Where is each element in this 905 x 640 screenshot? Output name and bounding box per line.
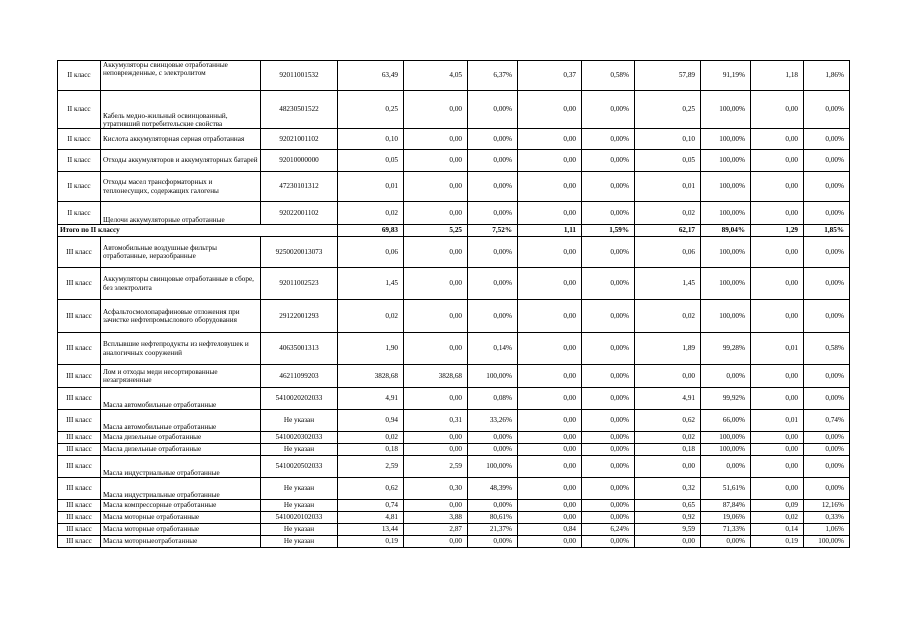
table-row <box>58 410 850 432</box>
value-cell: 100,00% <box>468 365 518 388</box>
hazard-class-cell: III класс <box>58 268 101 300</box>
waste-name-cell: Щелочи аккумуляторные отработанные <box>101 202 261 225</box>
value-cell: 0,02 <box>635 202 701 225</box>
value-cell: 0,00 <box>518 150 582 172</box>
fkko-code-cell: Не указан <box>261 444 338 456</box>
value-cell: 0,10 <box>338 129 404 150</box>
hazard-class-cell: III класс <box>58 432 101 444</box>
table-row <box>58 300 850 333</box>
value-cell: 0,74 <box>338 500 404 512</box>
fkko-code-cell: 92010000000 <box>261 150 338 172</box>
value-cell: 66,00% <box>701 410 751 432</box>
table-row <box>58 91 850 129</box>
value-cell: 0,00 <box>518 536 582 548</box>
value-cell: 3828,68 <box>338 365 404 388</box>
value-cell: 0,31 <box>404 410 468 432</box>
value-cell: 100,00% <box>804 536 850 548</box>
value-cell: 4,91 <box>635 388 701 410</box>
value-cell: 0,00% <box>582 432 635 444</box>
value-cell: 69,83 <box>338 225 404 237</box>
value-cell: 6,37% <box>468 61 518 91</box>
value-cell: 0,62 <box>635 410 701 432</box>
value-cell: 51,61% <box>701 478 751 500</box>
value-cell: 12,16% <box>804 500 850 512</box>
value-cell: 100,00% <box>701 172 751 202</box>
value-cell: 0,00% <box>804 129 850 150</box>
fkko-code-cell: 92021001102 <box>261 129 338 150</box>
waste-name-cell: Аккумуляторы свинцовые отработанные неповрежденные, с электролитом <box>101 61 261 91</box>
value-cell: 0,00 <box>518 388 582 410</box>
value-cell: 1,29 <box>751 225 804 237</box>
table-row <box>58 388 850 410</box>
table-row <box>58 500 850 512</box>
value-cell: 4,05 <box>404 61 468 91</box>
waste-name-cell: Масла дизельные отработанные <box>101 432 261 444</box>
fkko-code-cell: Не указан <box>261 524 338 536</box>
value-cell: 0,01 <box>751 333 804 365</box>
value-cell: 100,00% <box>701 91 751 129</box>
value-cell: 0,00% <box>804 172 850 202</box>
value-cell: 1,18 <box>751 61 804 91</box>
hazard-class-cell: III класс <box>58 410 101 432</box>
fkko-code-cell: 5410020302033 <box>261 432 338 444</box>
value-cell: 0,00% <box>582 512 635 524</box>
value-cell: 0,00 <box>404 150 468 172</box>
hazard-class-cell: II класс <box>58 150 101 172</box>
waste-name-cell: Всплывшие нефтепродукты из нефтеловушек и аналогичных сооружений <box>101 333 261 365</box>
waste-name-cell: Масла моторные отработанные <box>101 512 261 524</box>
value-cell: 0,00% <box>582 478 635 500</box>
value-cell: 62,17 <box>635 225 701 237</box>
value-cell: 0,00 <box>518 91 582 129</box>
waste-name-cell: Масла автомобильные отработанные <box>101 388 261 410</box>
value-cell: 0,00% <box>468 300 518 333</box>
value-cell: 0,00% <box>582 268 635 300</box>
value-cell: 2,59 <box>404 456 468 478</box>
value-cell: 4,81 <box>338 512 404 524</box>
value-cell: 0,00% <box>468 500 518 512</box>
document-page <box>57 60 849 548</box>
value-cell: 48,39% <box>468 478 518 500</box>
value-cell: 0,62 <box>338 478 404 500</box>
value-cell: 100,00% <box>701 432 751 444</box>
value-cell: 0,00% <box>804 300 850 333</box>
hazard-class-cell: III класс <box>58 237 101 268</box>
value-cell: 0,00% <box>582 129 635 150</box>
waste-table <box>57 60 850 548</box>
hazard-class-cell: III класс <box>58 536 101 548</box>
total-label: Итого по II классу <box>58 225 338 237</box>
value-cell: 0,06 <box>338 237 404 268</box>
value-cell: 2,59 <box>338 456 404 478</box>
fkko-code-cell: 48230501522 <box>261 91 338 129</box>
value-cell: 0,00% <box>468 444 518 456</box>
value-cell: 0,00 <box>404 388 468 410</box>
value-cell: 0,00 <box>404 300 468 333</box>
value-cell: 0,00% <box>804 150 850 172</box>
value-cell: 0,00 <box>751 432 804 444</box>
value-cell: 0,00 <box>404 432 468 444</box>
value-cell: 0,01 <box>751 410 804 432</box>
value-cell: 0,00% <box>582 202 635 225</box>
value-cell: 0,00% <box>804 456 850 478</box>
value-cell: 1,45 <box>635 268 701 300</box>
hazard-class-cell: III класс <box>58 300 101 333</box>
value-cell: 1,86% <box>804 61 850 91</box>
value-cell: 0,00 <box>518 202 582 225</box>
table-row <box>58 333 850 365</box>
value-cell: 0,74% <box>804 410 850 432</box>
value-cell: 0,00% <box>582 172 635 202</box>
table-row <box>58 365 850 388</box>
value-cell: 0,00% <box>468 129 518 150</box>
value-cell: 2,87 <box>404 524 468 536</box>
value-cell: 0,02 <box>751 512 804 524</box>
value-cell: 99,92% <box>701 388 751 410</box>
table-row <box>58 150 850 172</box>
value-cell: 1,85% <box>804 225 850 237</box>
value-cell: 89,04% <box>701 225 751 237</box>
waste-name-cell: Отходы аккумуляторов и аккумуляторных батарей <box>101 150 261 172</box>
value-cell: 0,30 <box>404 478 468 500</box>
value-cell: 0,00 <box>635 456 701 478</box>
value-cell: 0,00% <box>804 478 850 500</box>
value-cell: 1,90 <box>338 333 404 365</box>
value-cell: 0,00% <box>804 365 850 388</box>
value-cell: 0,00% <box>804 91 850 129</box>
value-cell: 0,00 <box>751 444 804 456</box>
hazard-class-cell: III класс <box>58 500 101 512</box>
value-cell: 71,33% <box>701 524 751 536</box>
value-cell: 63,49 <box>338 61 404 91</box>
table-row <box>58 512 850 524</box>
value-cell: 0,32 <box>635 478 701 500</box>
value-cell: 0,00% <box>701 536 751 548</box>
value-cell: 0,92 <box>635 512 701 524</box>
hazard-class-cell: III класс <box>58 444 101 456</box>
value-cell: 0,00 <box>518 129 582 150</box>
value-cell: 1,59% <box>582 225 635 237</box>
value-cell: 0,00% <box>804 268 850 300</box>
value-cell: 0,00% <box>468 237 518 268</box>
value-cell: 0,00 <box>751 237 804 268</box>
value-cell: 0,00 <box>518 172 582 202</box>
value-cell: 0,02 <box>635 300 701 333</box>
value-cell: 4,91 <box>338 388 404 410</box>
table-row <box>58 432 850 444</box>
value-cell: 0,00% <box>468 202 518 225</box>
value-cell: 0,00 <box>518 410 582 432</box>
value-cell: 0,19 <box>751 536 804 548</box>
value-cell: 0,65 <box>635 500 701 512</box>
value-cell: 0,18 <box>635 444 701 456</box>
value-cell: 0,00 <box>751 300 804 333</box>
value-cell: 0,00 <box>751 456 804 478</box>
total-row <box>58 225 850 237</box>
value-cell: 0,94 <box>338 410 404 432</box>
value-cell: 0,00% <box>582 500 635 512</box>
value-cell: 0,00% <box>582 237 635 268</box>
hazard-class-cell: III класс <box>58 456 101 478</box>
value-cell: 91,19% <box>701 61 751 91</box>
waste-name-cell: Масла автомобильные отработанные <box>101 410 261 432</box>
hazard-class-cell: III класс <box>58 388 101 410</box>
value-cell: 0,00% <box>804 432 850 444</box>
value-cell: 0,00 <box>751 129 804 150</box>
waste-name-cell: Масла компрессорные отработанные <box>101 500 261 512</box>
value-cell: 0,00 <box>404 444 468 456</box>
value-cell: 0,00 <box>518 444 582 456</box>
value-cell: 0,00% <box>701 365 751 388</box>
value-cell: 0,14% <box>468 333 518 365</box>
value-cell: 57,89 <box>635 61 701 91</box>
value-cell: 0,25 <box>635 91 701 129</box>
table-row <box>58 237 850 268</box>
waste-name-cell: Кислота аккумуляторная серная отработанная <box>101 129 261 150</box>
value-cell: 0,00 <box>404 333 468 365</box>
value-cell: 0,00% <box>582 410 635 432</box>
value-cell: 0,19 <box>338 536 404 548</box>
value-cell: 0,00% <box>582 333 635 365</box>
value-cell: 100,00% <box>701 444 751 456</box>
fkko-code-cell: 92011001532 <box>261 61 338 91</box>
fkko-code-cell: 92011002523 <box>261 268 338 300</box>
value-cell: 0,37 <box>518 61 582 91</box>
value-cell: 99,28% <box>701 333 751 365</box>
value-cell: 0,06 <box>635 237 701 268</box>
value-cell: 0,00 <box>404 500 468 512</box>
fkko-code-cell: Не указан <box>261 500 338 512</box>
value-cell: 0,00 <box>404 202 468 225</box>
value-cell: 0,00% <box>468 150 518 172</box>
value-cell: 3,88 <box>404 512 468 524</box>
value-cell: 0,00% <box>582 300 635 333</box>
value-cell: 0,00% <box>468 172 518 202</box>
waste-name-cell: Масла индустриальные отработанные <box>101 456 261 478</box>
value-cell: 1,11 <box>518 225 582 237</box>
value-cell: 0,00% <box>804 388 850 410</box>
value-cell: 0,00 <box>518 432 582 444</box>
table-row <box>58 478 850 500</box>
value-cell: 19,06% <box>701 512 751 524</box>
value-cell: 0,00% <box>804 202 850 225</box>
table-row <box>58 536 850 548</box>
value-cell: 0,33% <box>804 512 850 524</box>
value-cell: 0,00% <box>582 91 635 129</box>
value-cell: 0,00 <box>751 91 804 129</box>
value-cell: 0,00 <box>751 150 804 172</box>
fkko-code-cell: Не указан <box>261 478 338 500</box>
value-cell: 100,00% <box>701 129 751 150</box>
value-cell: 0,00% <box>582 388 635 410</box>
hazard-class-cell: II класс <box>58 129 101 150</box>
hazard-class-cell: III класс <box>58 512 101 524</box>
value-cell: 0,00 <box>518 300 582 333</box>
value-cell: 0,00% <box>804 237 850 268</box>
waste-name-cell: Асфальтосмолопарафиновые отложения при зачистке нефтепромыслового оборудования <box>101 300 261 333</box>
value-cell: 7,52% <box>468 225 518 237</box>
value-cell: 0,00% <box>468 432 518 444</box>
value-cell: 0,18 <box>338 444 404 456</box>
value-cell: 0,00 <box>751 268 804 300</box>
value-cell: 100,00% <box>701 300 751 333</box>
value-cell: 0,00 <box>518 456 582 478</box>
value-cell: 0,14 <box>751 524 804 536</box>
table-row <box>58 202 850 225</box>
fkko-code-cell: 29122001293 <box>261 300 338 333</box>
value-cell: 0,00 <box>751 388 804 410</box>
value-cell: 3828,68 <box>404 365 468 388</box>
waste-name-cell: Масла моторные отработанные <box>101 524 261 536</box>
waste-name-cell: Масла дизельные отработанные <box>101 444 261 456</box>
value-cell: 0,84 <box>518 524 582 536</box>
fkko-code-cell: 47230101312 <box>261 172 338 202</box>
hazard-class-cell: III класс <box>58 524 101 536</box>
fkko-code-cell: 5410020202033 <box>261 388 338 410</box>
value-cell: 0,00 <box>404 172 468 202</box>
value-cell: 0,00 <box>751 172 804 202</box>
table-row <box>58 172 850 202</box>
value-cell: 0,05 <box>338 150 404 172</box>
table-row <box>58 524 850 536</box>
waste-name-cell: Кабель медно-жильный освинцованный, утративший потребительские свойства <box>101 91 261 129</box>
value-cell: 21,37% <box>468 524 518 536</box>
waste-name-cell: Аккумуляторы свинцовые отработанные в сборе, без электролита <box>101 268 261 300</box>
table-row <box>58 129 850 150</box>
value-cell: 0,00 <box>404 91 468 129</box>
waste-name-cell: Масла моторныеотработанные <box>101 536 261 548</box>
fkko-code-cell: 92022001102 <box>261 202 338 225</box>
hazard-class-cell: II класс <box>58 91 101 129</box>
waste-name-cell: Отходы масел трансформаторных и теплонесущих, содержащих галогены <box>101 172 261 202</box>
value-cell: 13,44 <box>338 524 404 536</box>
value-cell: 0,00 <box>518 500 582 512</box>
value-cell: 0,00% <box>582 456 635 478</box>
value-cell: 0,00 <box>751 365 804 388</box>
value-cell: 0,00 <box>404 536 468 548</box>
value-cell: 0,00% <box>582 536 635 548</box>
waste-name-cell: Масла индустриальные отработанные <box>101 478 261 500</box>
value-cell: 9,59 <box>635 524 701 536</box>
value-cell: 80,61% <box>468 512 518 524</box>
fkko-code-cell: 5410020502033 <box>261 456 338 478</box>
value-cell: 0,00% <box>582 444 635 456</box>
value-cell: 0,10 <box>635 129 701 150</box>
value-cell: 0,25 <box>338 91 404 129</box>
hazard-class-cell: III класс <box>58 333 101 365</box>
table-row <box>58 444 850 456</box>
value-cell: 0,02 <box>338 300 404 333</box>
value-cell: 87,84% <box>701 500 751 512</box>
value-cell: 0,00% <box>468 536 518 548</box>
value-cell: 0,02 <box>338 202 404 225</box>
value-cell: 0,00 <box>518 333 582 365</box>
value-cell: 0,00 <box>518 512 582 524</box>
waste-name-cell: Автомобильные воздушные фильтры отработанные, неразобранные <box>101 237 261 268</box>
waste-name-cell: Лом и отходы меди несортированные незагрязненные <box>101 365 261 388</box>
value-cell: 0,01 <box>635 172 701 202</box>
value-cell: 0,00 <box>518 365 582 388</box>
value-cell: 0,00% <box>804 444 850 456</box>
hazard-class-cell: III класс <box>58 478 101 500</box>
value-cell: 0,00 <box>404 129 468 150</box>
value-cell: 6,24% <box>582 524 635 536</box>
value-cell: 0,58% <box>804 333 850 365</box>
value-cell: 0,02 <box>635 432 701 444</box>
value-cell: 0,05 <box>635 150 701 172</box>
value-cell: 33,26% <box>468 410 518 432</box>
fkko-code-cell: Не указан <box>261 410 338 432</box>
value-cell: 100,00% <box>701 268 751 300</box>
hazard-class-cell: II класс <box>58 61 101 91</box>
hazard-class-cell: II класс <box>58 202 101 225</box>
fkko-code-cell: 40635001313 <box>261 333 338 365</box>
value-cell: 0,00% <box>468 268 518 300</box>
value-cell: 0,00 <box>635 365 701 388</box>
value-cell: 5,25 <box>404 225 468 237</box>
value-cell: 0,00 <box>404 237 468 268</box>
value-cell: 0,00% <box>582 150 635 172</box>
value-cell: 1,45 <box>338 268 404 300</box>
value-cell: 0,00 <box>518 237 582 268</box>
value-cell: 0,00% <box>701 456 751 478</box>
value-cell: 100,00% <box>701 237 751 268</box>
table-row <box>58 61 850 91</box>
table-row <box>58 456 850 478</box>
value-cell: 1,89 <box>635 333 701 365</box>
value-cell: 0,00 <box>751 202 804 225</box>
value-cell: 0,00 <box>635 536 701 548</box>
value-cell: 0,00% <box>468 91 518 129</box>
value-cell: 0,00 <box>751 478 804 500</box>
value-cell: 100,00% <box>468 456 518 478</box>
fkko-code-cell: Не указан <box>261 536 338 548</box>
hazard-class-cell: II класс <box>58 172 101 202</box>
fkko-code-cell: 46211099203 <box>261 365 338 388</box>
fkko-code-cell: 5410020102033 <box>261 512 338 524</box>
value-cell: 0,00% <box>582 365 635 388</box>
value-cell: 1,06% <box>804 524 850 536</box>
value-cell: 0,02 <box>338 432 404 444</box>
value-cell: 0,08% <box>468 388 518 410</box>
value-cell: 100,00% <box>701 202 751 225</box>
value-cell: 0,09 <box>751 500 804 512</box>
value-cell: 0,01 <box>338 172 404 202</box>
table-row <box>58 268 850 300</box>
value-cell: 0,00 <box>404 268 468 300</box>
value-cell: 0,00 <box>518 478 582 500</box>
value-cell: 0,58% <box>582 61 635 91</box>
value-cell: 0,00 <box>518 268 582 300</box>
fkko-code-cell: 9250020013073 <box>261 237 338 268</box>
hazard-class-cell: III класс <box>58 365 101 388</box>
value-cell: 100,00% <box>701 150 751 172</box>
